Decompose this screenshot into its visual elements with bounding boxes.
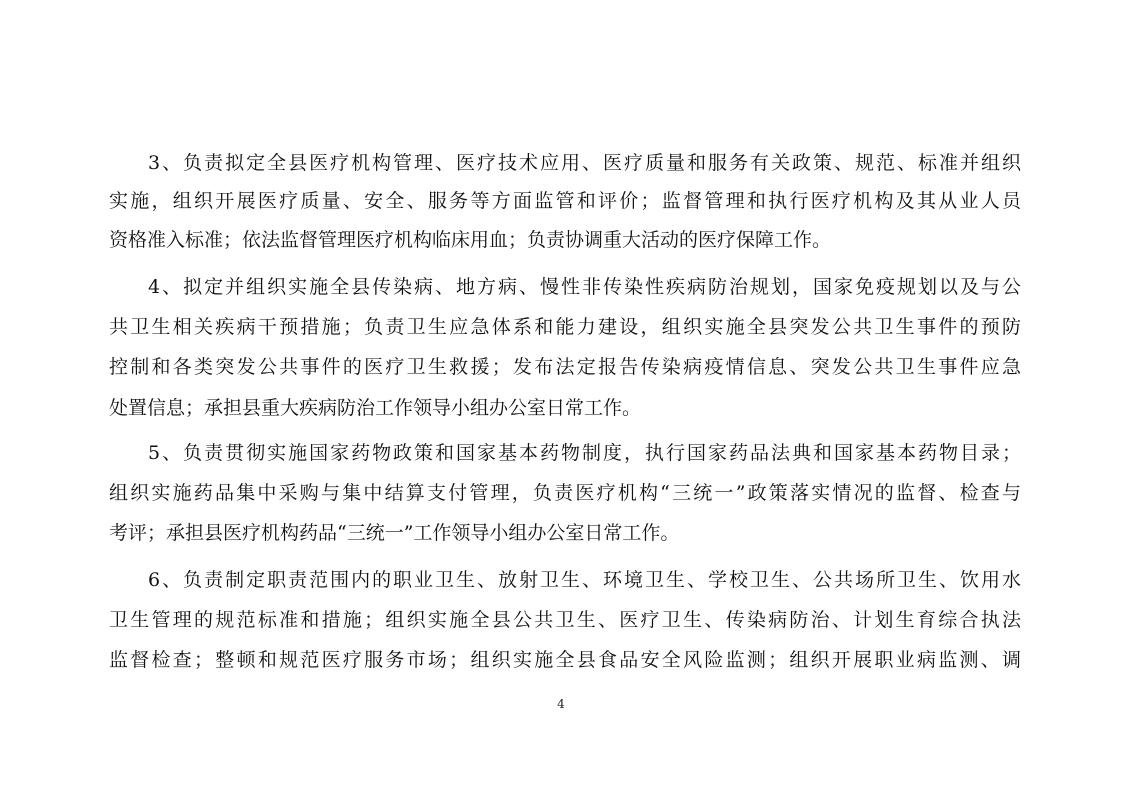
paragraph-6-line-2: 卫生管理的规范标准和措施；组织实施全县公共卫生、医疗卫生、传染病防治、计划生育综合执法 <box>109 609 1021 631</box>
paragraph-3-line-3: 资格准入标准；依法监督管理医疗机构临床用血；负责协调重大活动的医疗保障工作。 <box>109 229 832 251</box>
paragraph-4-line-4: 处置信息；承担县重大疾病防治工作领导小组办公室日常工作。 <box>109 397 642 419</box>
paragraph-6-line-1: 6、负责制定职责范围内的职业卫生、放射卫生、环境卫生、学校卫生、公共场所卫生、饮用水 <box>148 569 1021 591</box>
paragraph-4-line-3: 控制和各类突发公共事件的医疗卫生救援；发布法定报告传染病疫情信息、突发公共卫生事件应急 <box>109 356 1021 378</box>
paragraph-3-line-2: 实施，组织开展医疗质量、安全、服务等方面监管和评价；监督管理和执行医疗机构及其从业人员 <box>109 190 1021 212</box>
paragraph-5-line-1: 5、负责贯彻实施国家药物政策和国家基本药物制度，执行国家药品法典和国家基本药物目录； <box>148 442 1021 464</box>
paragraph-4-line-1: 4、拟定并组织实施全县传染病、地方病、慢性非传染性疾病防治规划，国家免疫规划以及与公 <box>148 276 1021 298</box>
paragraph-5-line-3: 考评；承担县医疗机构药品“三统一”工作领导小组办公室日常工作。 <box>109 522 680 544</box>
paragraph-5-line-2: 组织实施药品集中采购与集中结算支付管理，负责医疗机构“三统一”政策落实情况的监督、检查与 <box>109 482 1021 504</box>
paragraph-3-line-1: 3、负责拟定全县医疗机构管理、医疗技术应用、医疗质量和服务有关政策、规范、标准并组织 <box>148 152 1021 174</box>
paragraph-4-line-2: 共卫生相关疾病干预措施；负责卫生应急体系和能力建设，组织实施全县突发公共卫生事件的预防 <box>109 316 1021 338</box>
paragraph-6-line-3: 监督检查；整顿和规范医疗服务市场；组织实施全县食品安全风险监测；组织开展职业病监测、调 <box>109 649 1021 671</box>
page-number: 4 <box>557 697 565 711</box>
